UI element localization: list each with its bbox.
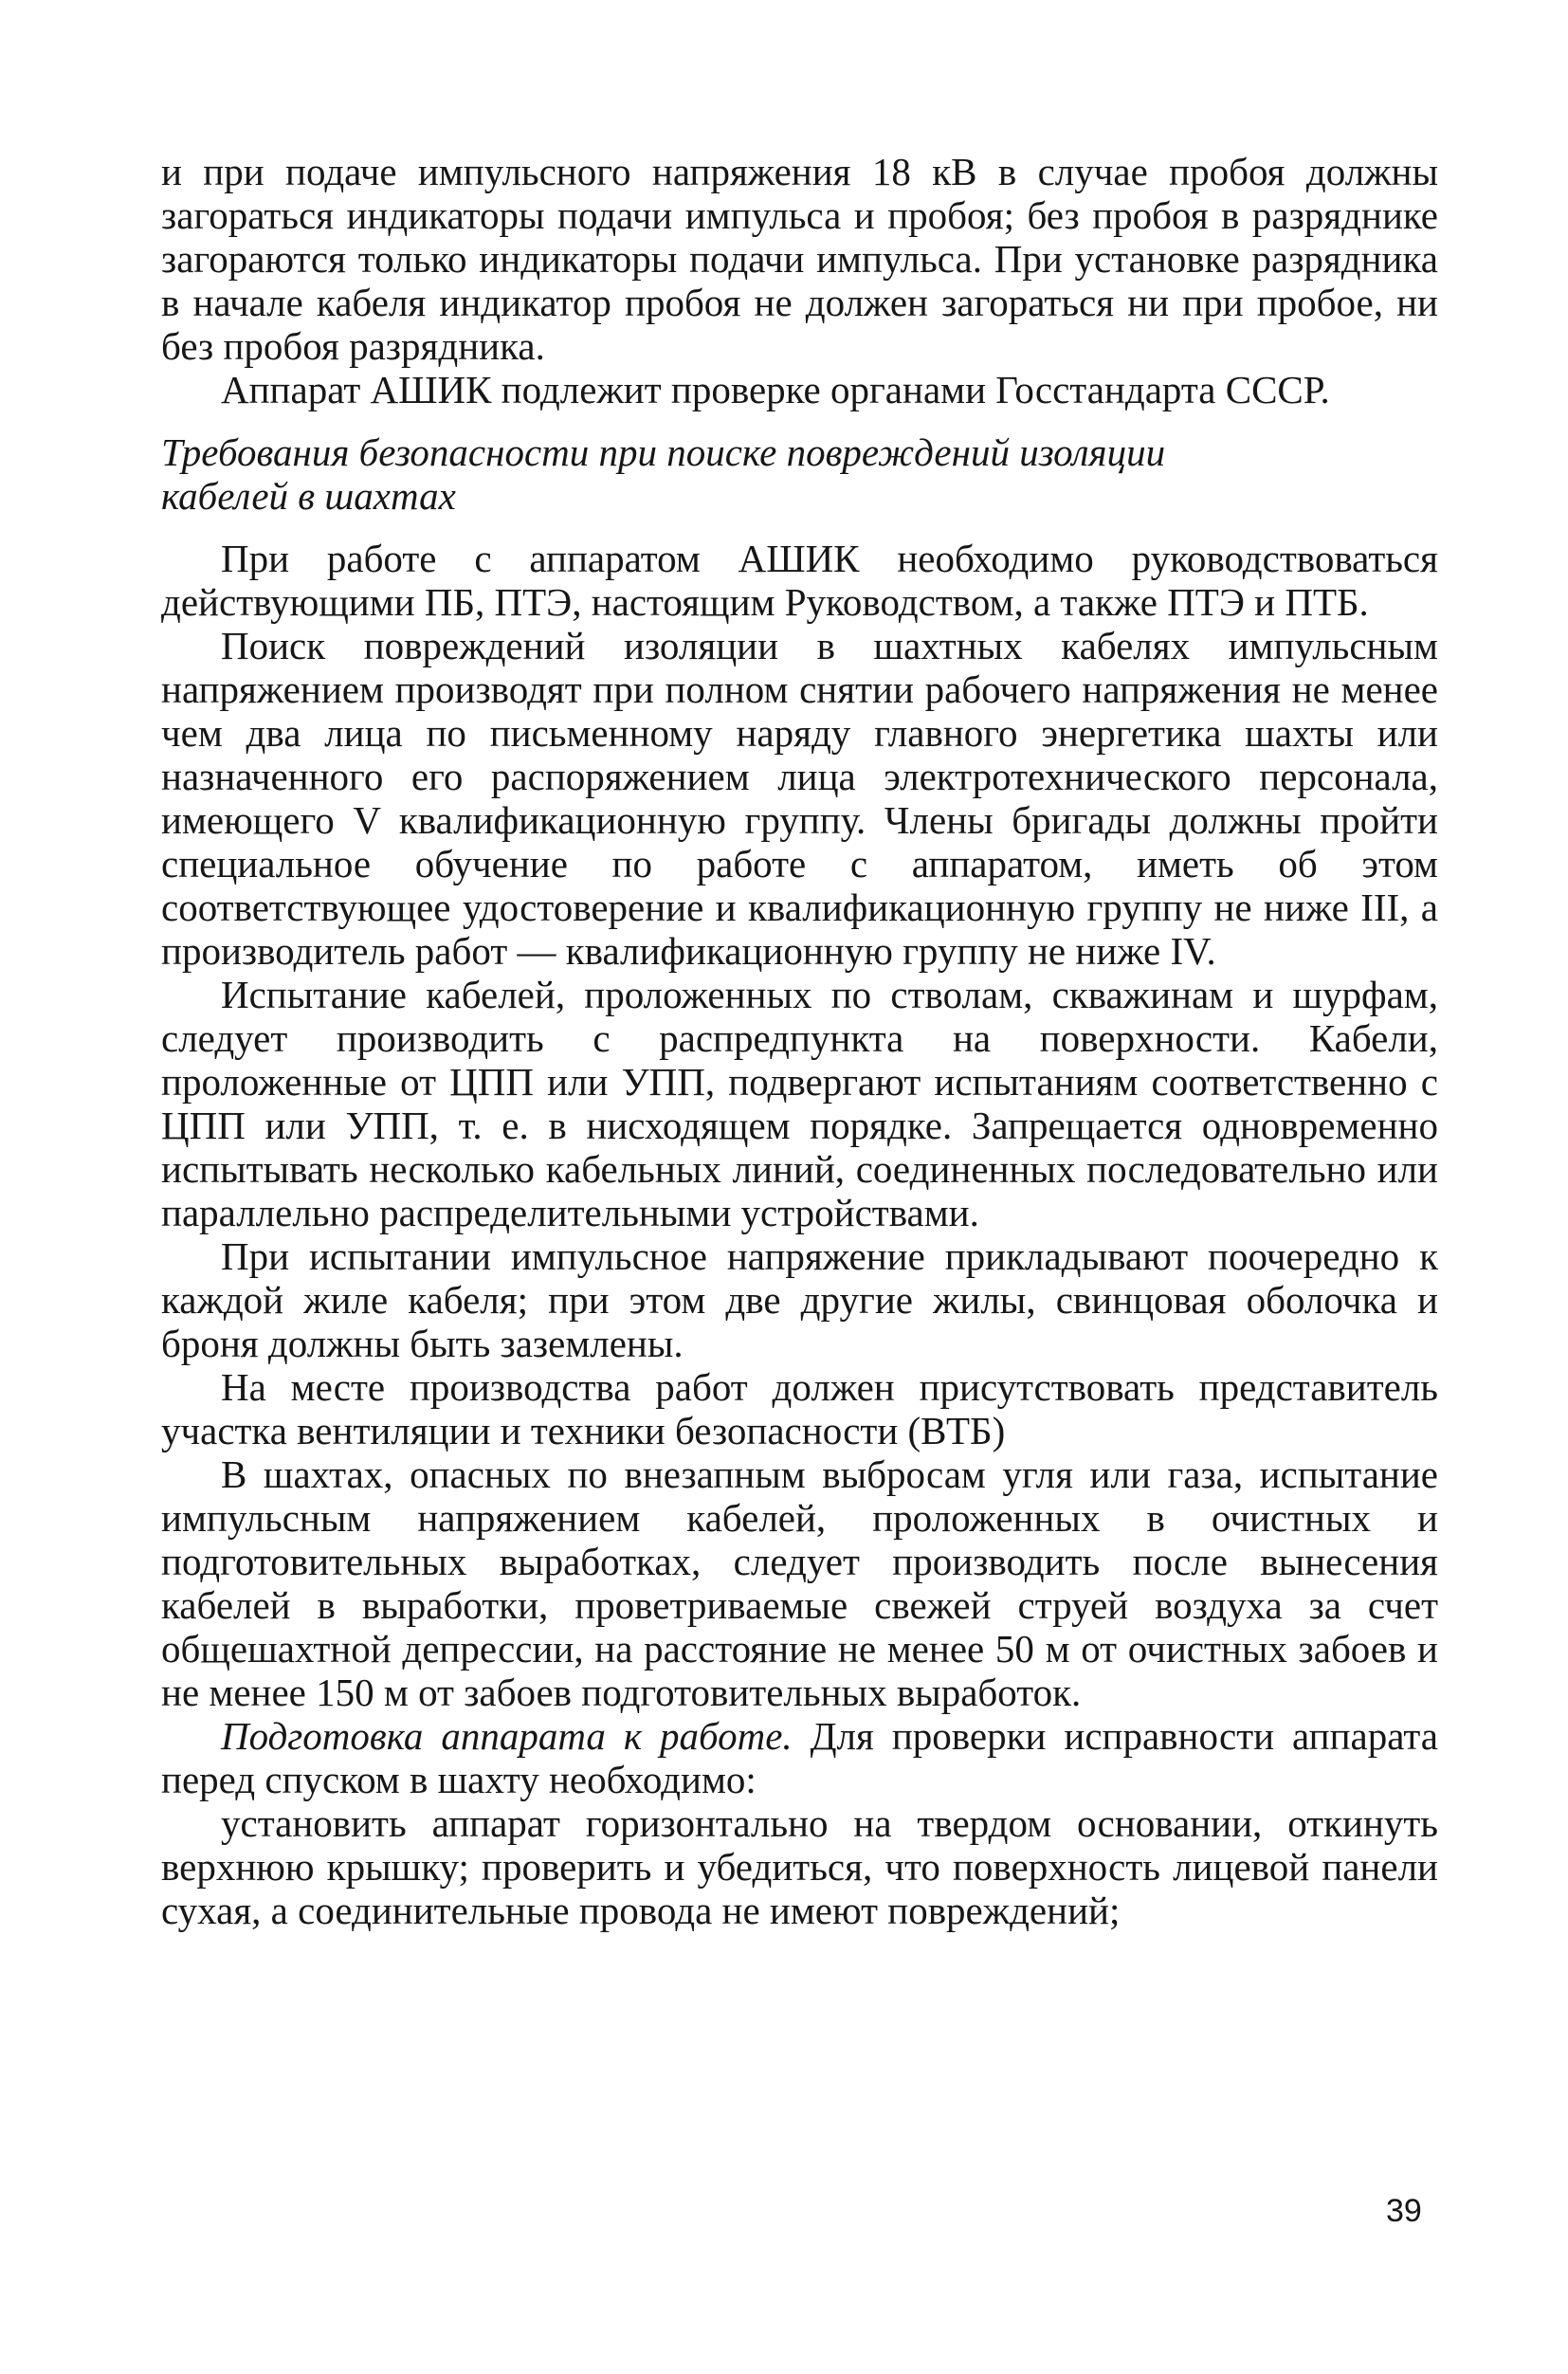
- section-paragraph-5: На месте производства работ должен присутствовать представитель участка вентиляции и техники безопасности (ВТБ): [161, 1365, 1438, 1452]
- preparation-paragraph: [161, 1714, 1438, 1801]
- section-gap: [161, 411, 1438, 430]
- page-body: [161, 150, 1438, 1932]
- preparation-text: Для проверки исправности аппарата перед спуском в шахту необходимо:: [161, 1714, 1438, 1801]
- section-paragraph-6: В шахтах, опасных по внезапным выбросам угля или газа, испытание импульсным напряжением кабелей, проложенных в очистных и подготовительных выработках, следует производить после вынесения кабелей в выработки, проветриваемые свежей струей воздуха за счет общешахтной депрессии, на расстояние не менее 50 м от очистных забоев и не менее 150 м от забоев подготовительных выработок.: [161, 1452, 1438, 1714]
- section-paragraph-2: Поиск повреждений изоляции в шахтных кабелях импульсным напряжением производят при полном снятии рабочего напряжения не менее чем два лица по письменному наряду главного энергетика шахты или назначенного его распоряжением лица электротехнического персонала, имеющего V квалификационную группу. Члены бригады должны пройти специальное обучение по работе с аппаратом, иметь об этом соответствующее удостоверение и квалификационную группу не ниже III, а производитель работ — квалификационную группу не ниже IV.: [161, 624, 1438, 973]
- section-paragraph-4: При испытании импульсное напряжение прикладывают поочередно к каждой жиле кабеля; при этом две другие жилы, свинцовая оболочка и броня должны быть заземлены.: [161, 1234, 1438, 1365]
- page-number: 39: [1386, 2193, 1422, 2229]
- section-heading: Требования безопасности при поиске повреждений изоляции кабелей в шахтах: [161, 430, 1166, 518]
- paragraph-top-2: Аппарат АШИК подлежит проверке органами Госстандарта СССР.: [221, 368, 1330, 411]
- section-paragraph-1: При работе с аппаратом АШИК необходимо руководствоваться действующими ПБ, ПТЭ, настоящим Руководством, а также ПТЭ и ПТБ.: [161, 537, 1438, 624]
- paragraph-top-1: и при подаче импульсного напряжения 18 кВ в случае пробоя должны загораться индикаторы подачи импульса и пробоя; без пробоя в разряднике загораются только индикаторы подачи импульса. При установке разрядника в начале кабеля индикатор пробоя не должен загораться ни при пробое, ни без пробоя разрядника.: [161, 150, 1438, 368]
- preparation-step: установить аппарат горизонтально на твердом основании, откинуть верхнюю крышку; проверить и убедиться, что поверхность лицевой панели сухая, а соединительные провода не имеют повреждений;: [161, 1801, 1438, 1932]
- preparation-lead: Подготовка аппарата к работе.: [221, 1714, 793, 1758]
- section-gap: [161, 518, 1438, 537]
- section-paragraph-3: Испытание кабелей, проложенных по стволам, скважинам и шурфам, следует производить с распредпункта на поверхности. Кабели, проложенные от ЦПП или УПП, подвергают испытаниям соответственно с ЦПП или УПП, т. е. в нисходящем порядке. Запрещается одновременно испытывать несколько кабельных линий, соединенных последовательно или параллельно распределительными устройствами.: [161, 973, 1438, 1234]
